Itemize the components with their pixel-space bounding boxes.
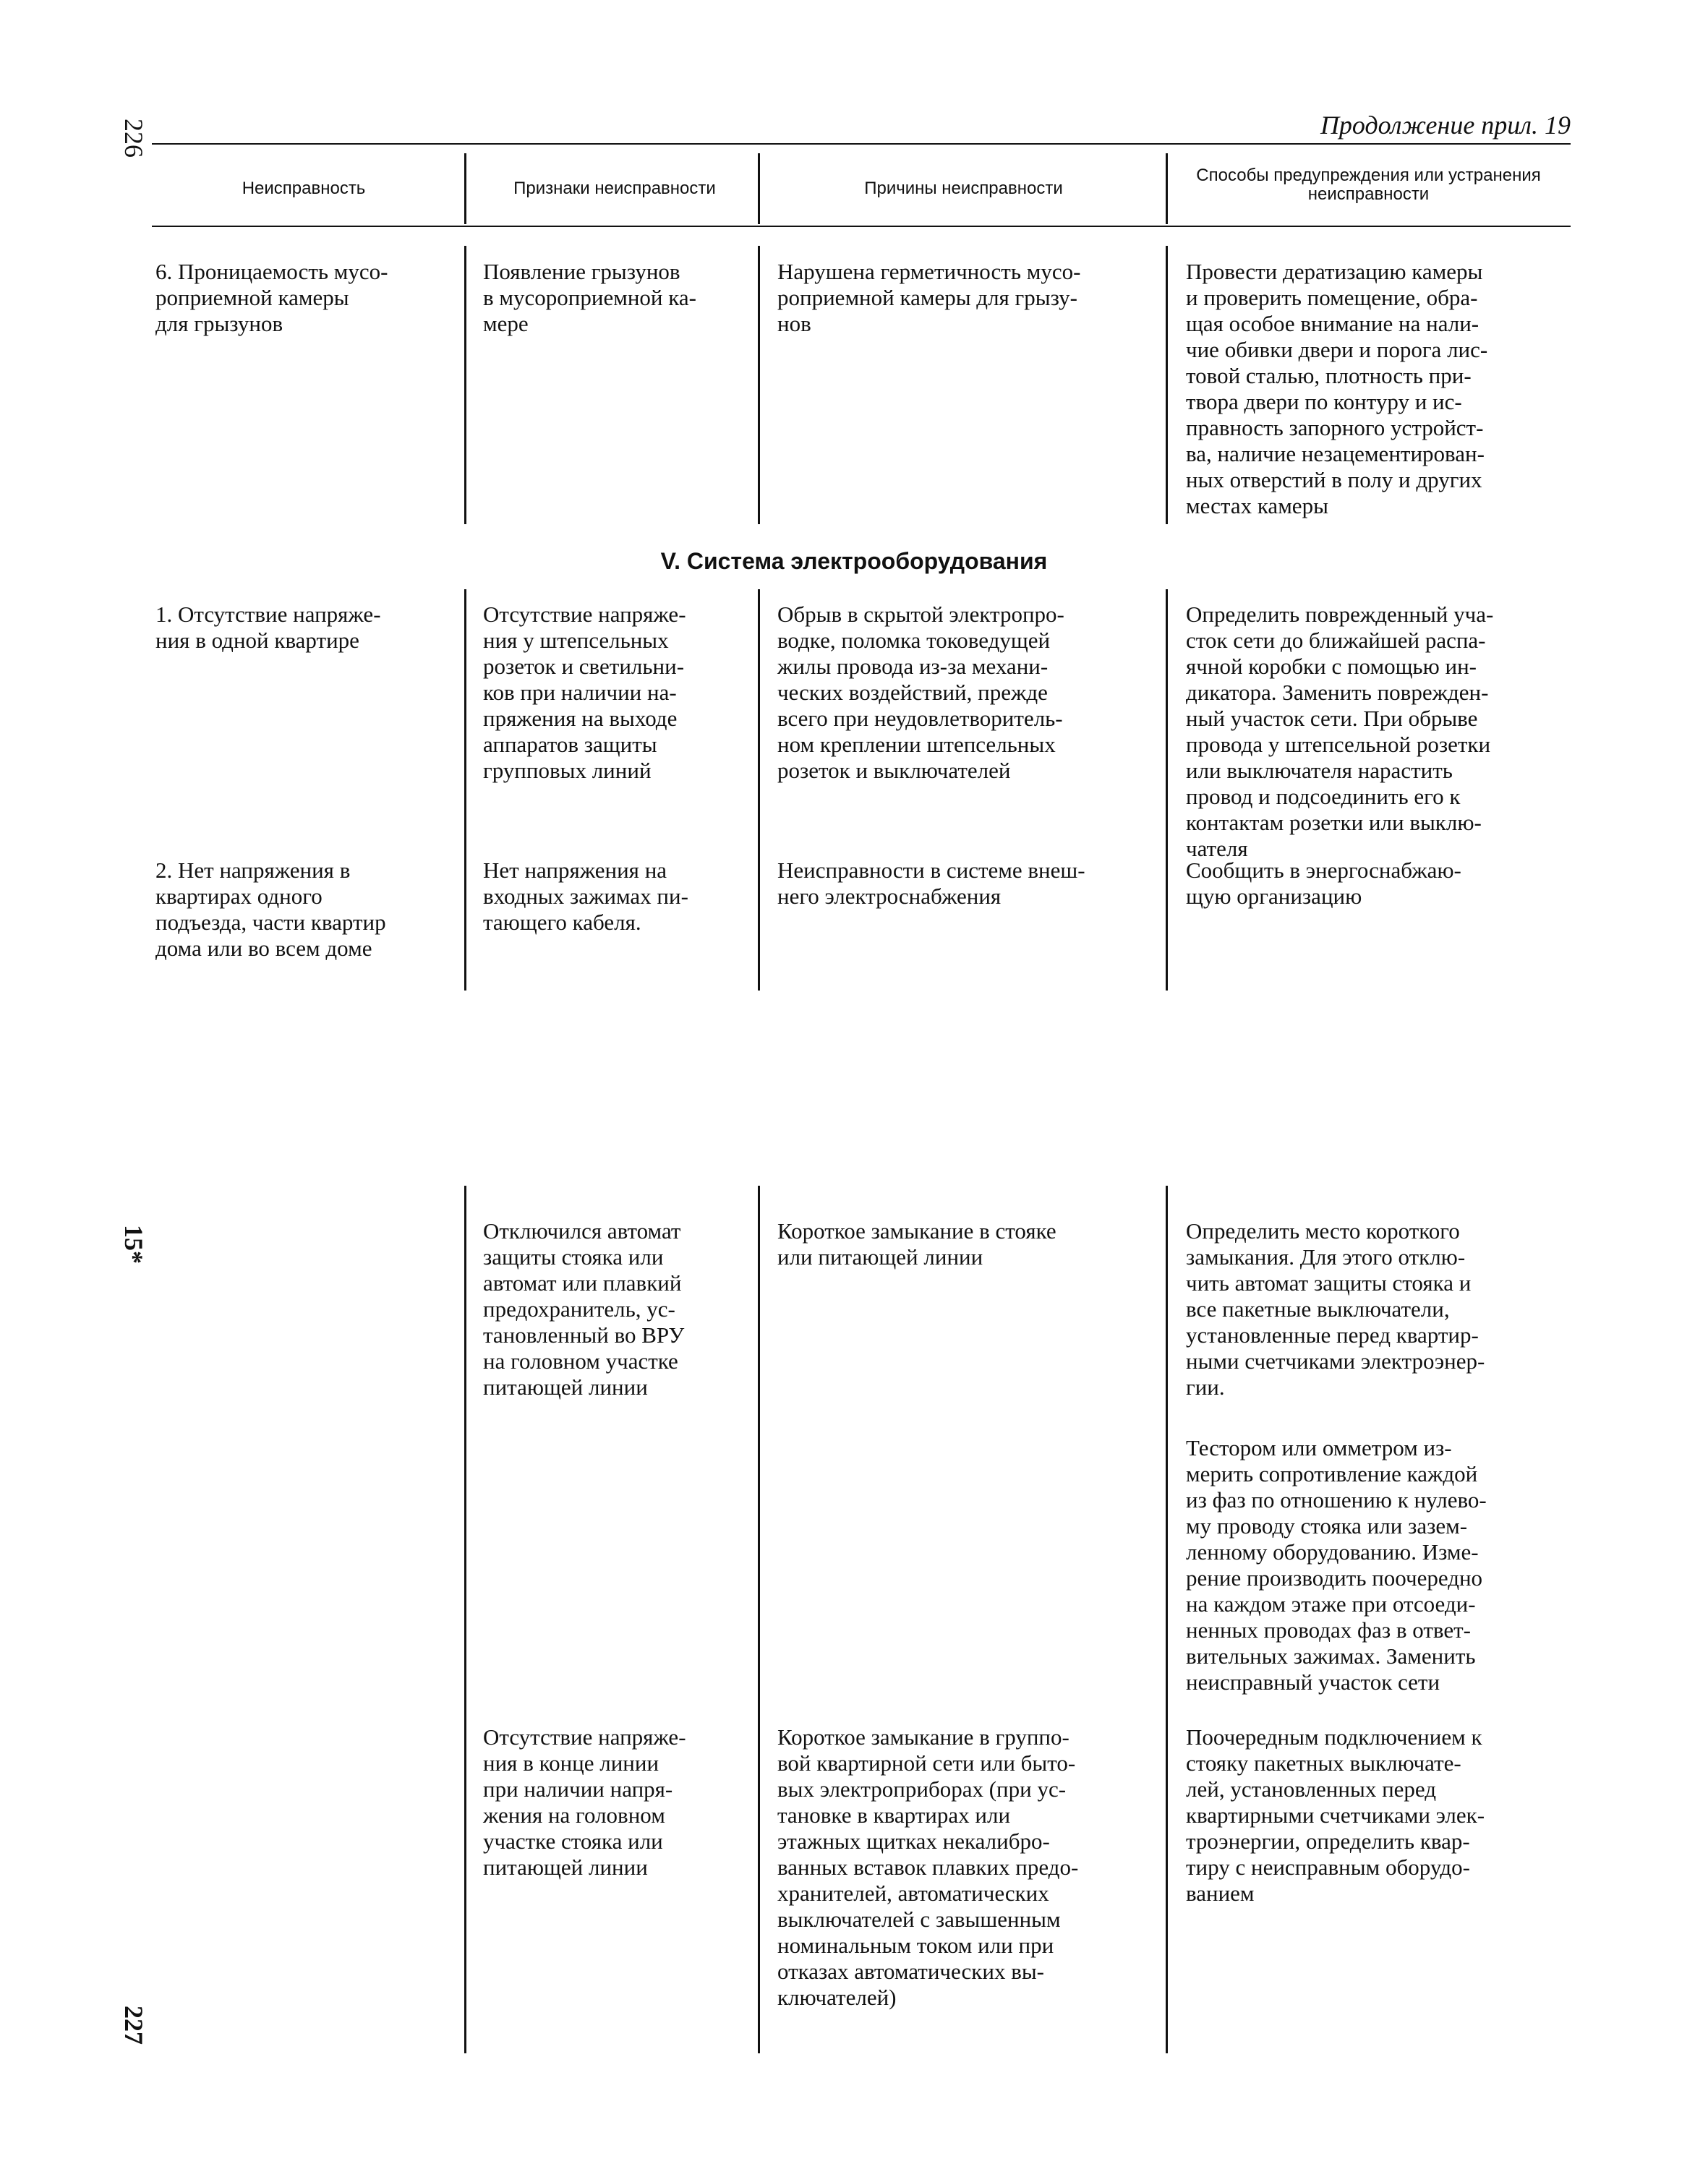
elec-divider-2 (758, 589, 760, 991)
header-top-rule (152, 143, 1571, 145)
page-number-bottom: 227 (119, 2006, 148, 2045)
section-title: V. Система электрооборудования (660, 548, 1048, 574)
e1-signs: Отсутствие напряже- ния у штепсельных розеток и светильни- ков при наличии на- пряжения на выходе аппаратов защиты групповых линий (483, 602, 686, 783)
lower-divider-1 (464, 1186, 466, 2053)
header-bottom-rule (152, 226, 1571, 227)
elec-divider-3 (1166, 589, 1168, 991)
column-header-signs: Признаки неисправности (513, 179, 716, 198)
lower-divider-3 (1166, 1186, 1168, 2053)
e2-fault: 2. Нет напряжения в квартирах одного подъезда, части квартир дома или во всем доме (155, 857, 386, 961)
e2-signs: Нет напряжения на входных зажимах пи- тающего кабеля. (483, 857, 688, 935)
page-number-top: 226 (119, 119, 148, 158)
header-divider-1 (464, 153, 466, 224)
elec-divider-1 (464, 589, 466, 991)
lower-divider-2 (758, 1186, 760, 2053)
row6-divider-1 (464, 246, 466, 524)
e2b-remedy-part2: Тестором или омметром из- мерить сопротивление каждой из фаз по отношению к нулево- му проводу стояка или зазем- ленному оборудованию. Изме- рение производить поочередно на каждом этаже при отсоеди- ненных проводах фаз в ответ- вительных зажимах. Заменить неисправный участок сети (1186, 1435, 1487, 1695)
column-header-fault: Неисправность (242, 179, 366, 198)
e2-causes: Неисправности в системе внеш- него электроснабжения (777, 857, 1085, 909)
column-header-remedy: Способы предупреждения или устранения неисправности (1196, 166, 1541, 204)
e2-remedy: Сообщить в энергоснабжаю- щую организацию (1186, 857, 1461, 909)
row6-remedy: Провести дератизацию камеры и проверить помещение, обра- щая особое внимание на нали- чие обивки двери и порога лис- товой сталью, плотность при- твора двери по контуру и ис- правность запорного устройст- ва, наличие незацементирован- ных отверстий в полу и других местах камеры (1186, 259, 1488, 518)
continuation-title: Продолжение прил. 19 (1320, 111, 1571, 140)
e2c-remedy: Поочередным подключением к стояку пакетных выключате- лей, установленных перед квартирными счетчиками элек- троэнергии, определить квар- тиру с неисправным оборудо- ванием (1186, 1724, 1485, 1906)
page-number-middle: 15* (119, 1225, 148, 1264)
row6-divider-3 (1166, 246, 1168, 524)
row6-divider-2 (758, 246, 760, 524)
e2b-signs: Отключился автомат защиты стояка или автомат или плавкий предохранитель, ус- тановленный во ВРУ на головном участке питающей линии (483, 1218, 685, 1400)
row6-fault: 6. Проницаемость мусо- роприемной камеры для грызунов (155, 259, 388, 336)
e2b-causes: Короткое замыкание в стояке или питающей линии (777, 1218, 1056, 1270)
row6-signs: Появление грызунов в мусороприемной ка- мере (483, 259, 696, 336)
row6-causes: Нарушена герметичность мусо- роприемной камеры для грызу- нов (777, 259, 1081, 336)
e1-causes: Обрыв в скрытой электропро- водке, поломка токоведущей жилы провода из-за механи- ческих воздействий, прежде всего при неудовлетворитель- ном креплении штепсельных розеток и выключателей (777, 602, 1064, 783)
column-header-causes: Причины неисправности (864, 179, 1063, 198)
header-divider-3 (1166, 153, 1168, 224)
e1-remedy: Определить поврежденный уча- сток сети до ближайшей распа- ячной коробки с помощью ин- дикатора. Заменить поврежден- ный участок сети. При обрыве провода у штепсельной розетки или выключателя нарастить провод и подсоединить его к контактам розетки или выклю- чателя (1186, 602, 1494, 861)
e2c-signs: Отсутствие напряже- ния в конце линии при наличии напря- жения на головном участке стояка или питающей линии (483, 1724, 686, 1880)
e2c-causes: Короткое замыкание в группо- вой квартирной сети или быто- вых электроприборах (при ус- тановке в квартирах или этажных щитках некалибро- ванных вставок плавких предо- хранителей, автоматических выключателей с завышенным номинальным током или при отказах автоматических вы- ключателей) (777, 1724, 1079, 2010)
e2b-remedy-part1: Определить место короткого замыкания. Для этого отклю- чить автомат защиты стояка и все пакетные выключатели, установленные перед квартир- ными счетчиками электроэнер- гии. (1186, 1218, 1485, 1400)
e1-fault: 1. Отсутствие напряже- ния в одной квартире (155, 602, 381, 653)
header-divider-2 (758, 153, 760, 224)
